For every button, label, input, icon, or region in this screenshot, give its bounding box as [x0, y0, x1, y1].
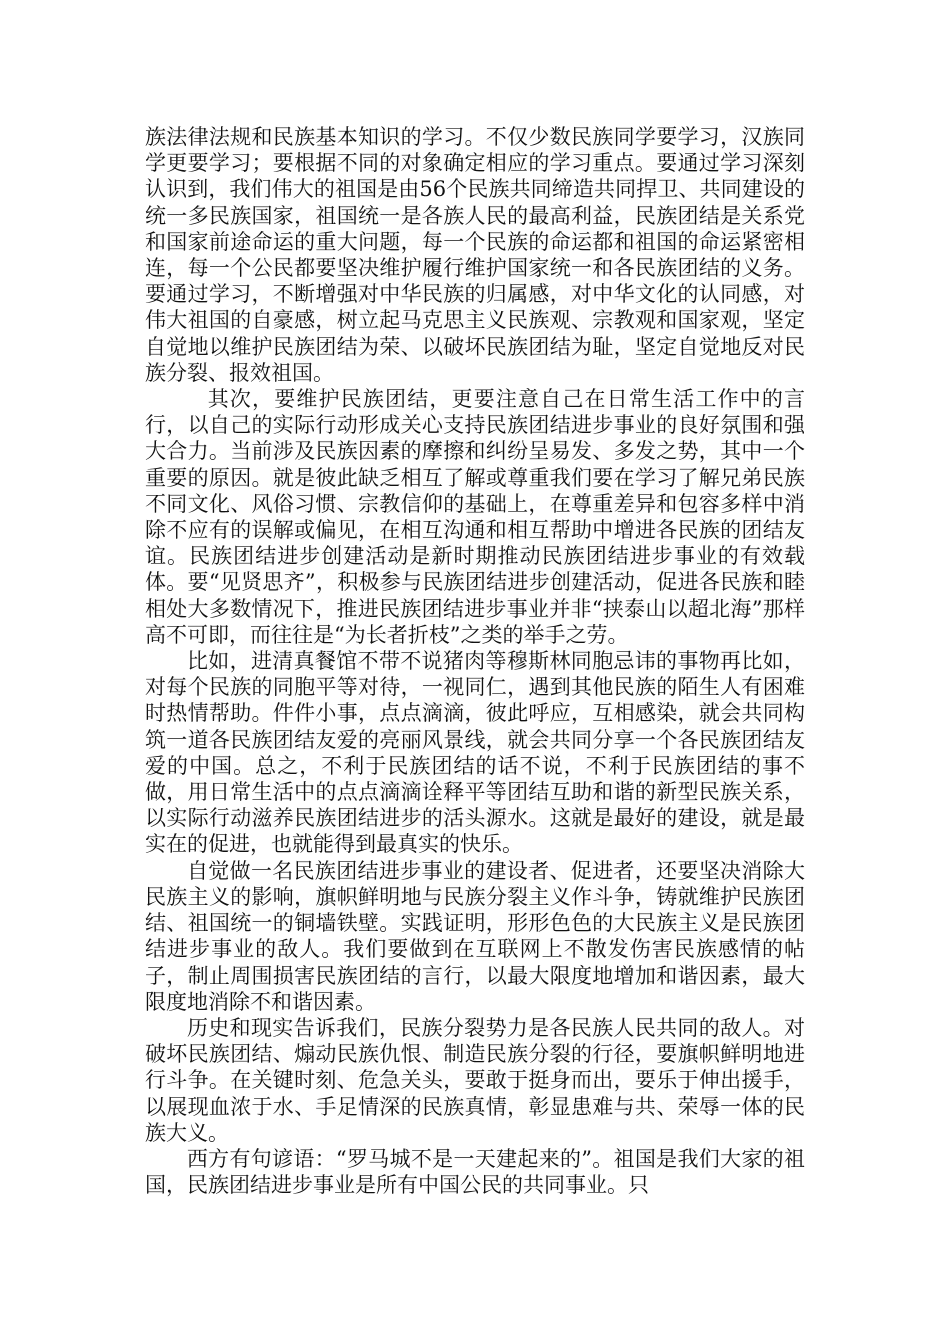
body-text — [145, 124, 805, 1198]
paragraph-5: 历史和现实告诉我们，民族分裂势力是各民族人民共同的敌人。对破坏民族团结、煽动民族仇恨、制造民族分裂的行径，要旗帜鲜明地进行斗争。在关键时刻、危急关头，要敢于挺身而出，要乐于伸出援手，以展现血浓于水、手足情深的民族真情，彰显患难与共、荣辱一体的民族大义。 — [145, 1015, 805, 1145]
paragraph-2: 其次，要维护民族团结，更要注意自己在日常生活工作中的言行，以自己的实际行动形成关心支持民族团结进步事业的良好氛围和强大合力。当前涉及民族因素的摩擦和纠纷呈易发、多发之势，其中一个重要的原因。就是彼此缺乏相互了解或尊重我们要在学习了解兄弟民族不同文化、风俗习惯、宗教信仰的基础上，在尊重差异和包容多样中消除不应有的误解或偏见，在相互沟通和相互帮助中增进各民族的团结友谊。民族团结进步创建活动是新时期推动民族团结进步事业的有效载体。要“见贤思齐”，积极参与民族团结进步创建活动，促进各民族和睦相处大多数情况下，推进民族团结进步事业并非“挟泰山以超北海”那样高不可即，而往往是“为长者折枝”之类的举手之劳。 — [145, 387, 805, 647]
paragraph-1: 族法律法规和民族基本知识的学习。不仅少数民族同学要学习，汉族同学更要学习；要根据不同的对象确定相应的学习重点。要通过学习深刻认识到，我们伟大的祖国是由56个民族共同缔造共同捍卫、共同建设的统一多民族国家，祖国统一是各族人民的最高利益，民族团结是关系党和国家前途命运的重大问题，每一个民族的命运都和祖国的命运紧密相连，每一个公民都要坚决维护履行维护国家统一和各民族团结的义务。要通过学习，不断增强对中华民族的归属感，对中华文化的认同感，对伟大祖国的自豪感，树立起马克思主义民族观、宗教观和国家观，坚定自觉地以维护民族团结为荣、以破坏民族团结为耻，坚定自觉地反对民族分裂、报效祖国。 — [145, 125, 805, 385]
paragraph-4: 自觉做一名民族团结进步事业的建设者、促进者，还要坚决消除大民族主义的影响，旗帜鲜明地与民族分裂主义作斗争，铸就维护民族团结、祖国统一的铜墙铁壁。实践证明，形形色色的大民族主义是民族团结进步事业的敌人。我们要做到在互联网上不散发伤害民族感情的帖子，制止周围损害民族团结的言行，以最大限度地增加和谐因素，最大限度地消除不和谐因素。 — [145, 858, 805, 1014]
paragraph-6: 西方有句谚语：“罗马城不是一天建起来的”。祖国是我们大家的祖国，民族团结进步事业是所有中国公民的共同事业。只 — [145, 1146, 805, 1198]
paragraph-3: 比如，进清真餐馆不带不说猪肉等穆斯林同胞忌讳的事物再比如，对每个民族的同胞平等对待，一视同仁，遇到其他民族的陌生人有困难时热情帮助。件件小事，点点滴滴，彼此呼应，互相感染，就会共同构筑一道各民族团结友爱的亮丽风景线，就会共同分享一个各民族团结友爱的中国。总之，不利于民族团结的话不说，不利于民族团结的事不做，用日常生活中的点点滴滴诠释平等团结互助和谐的新型民族关系，以实际行动滋养民族团结进步的活头源水。这就是最好的建设，就是最实在的促进，也就能得到最真实的快乐。 — [145, 649, 805, 857]
